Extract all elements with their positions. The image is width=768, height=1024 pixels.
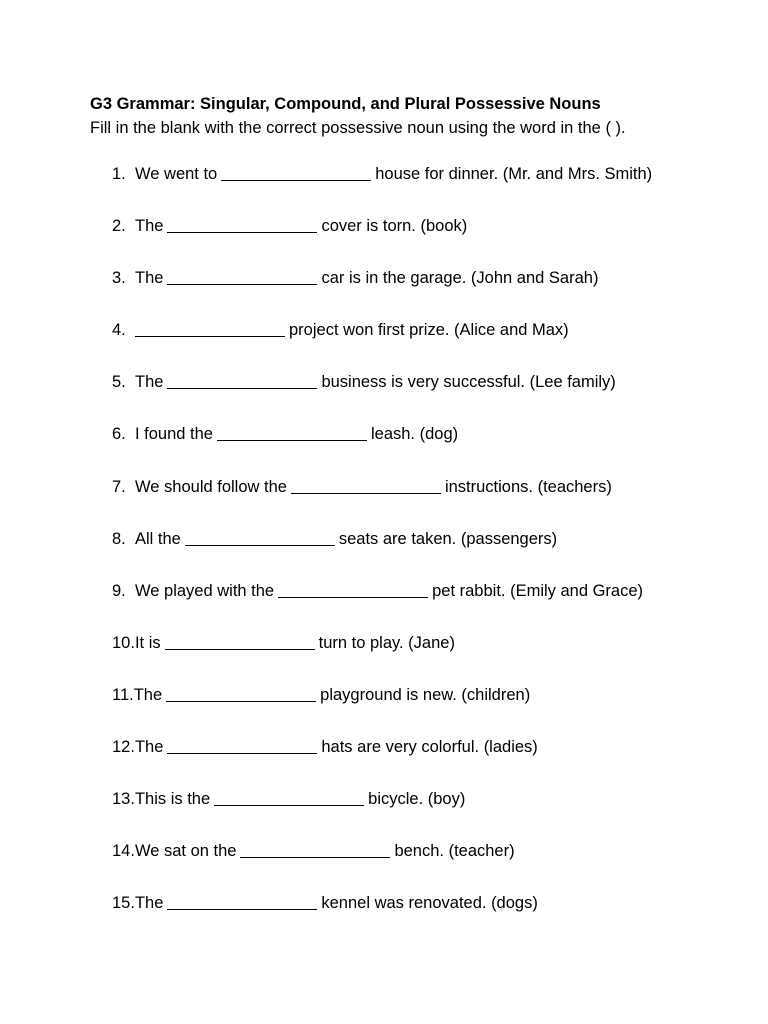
question-item bbox=[112, 530, 652, 582]
question-text-before: It is bbox=[134, 633, 161, 652]
question-text-before: The bbox=[135, 373, 164, 392]
question-text-after: leash. (dog) bbox=[370, 425, 459, 444]
question-text-after: house for dinner. (Mr. and Mrs. Smith) bbox=[375, 165, 653, 183]
answer-blank[interactable] bbox=[167, 269, 317, 285]
question-item bbox=[112, 165, 652, 217]
question-text-after: car is in the garage. (John and Sarah) bbox=[321, 269, 599, 288]
answer-blank[interactable] bbox=[135, 321, 285, 337]
question-text-before: All the bbox=[135, 529, 181, 548]
question-number: 4. bbox=[112, 321, 126, 340]
question-text-before: The bbox=[133, 685, 163, 704]
worksheet-title: G3 Grammar: Singular, Compound, and Plural Possessive Nouns bbox=[90, 95, 601, 113]
question-text-before: We played with the bbox=[135, 581, 275, 600]
question-item bbox=[112, 738, 652, 790]
question-item bbox=[112, 217, 652, 269]
question-text-before: I found the bbox=[135, 425, 213, 444]
answer-blank[interactable] bbox=[214, 790, 364, 806]
question-text-after: kennel was renovated. (dogs) bbox=[321, 894, 538, 913]
question-list bbox=[112, 165, 652, 946]
answer-blank[interactable] bbox=[240, 842, 390, 858]
question-number: 14. bbox=[112, 842, 135, 861]
question-item bbox=[112, 269, 652, 321]
question-text-after: cover is torn. (book) bbox=[321, 217, 468, 236]
question-number: 6. bbox=[112, 425, 126, 444]
answer-blank[interactable] bbox=[167, 738, 317, 754]
answer-blank[interactable] bbox=[185, 530, 335, 546]
question-text-after: business is very successful. (Lee family) bbox=[321, 373, 616, 392]
question-text-before: We sat on the bbox=[134, 842, 237, 861]
question-number: 11. bbox=[112, 685, 134, 704]
question-item bbox=[112, 373, 652, 425]
answer-blank[interactable] bbox=[217, 425, 367, 441]
question-number: 7. bbox=[112, 477, 126, 496]
question-text-before: The bbox=[134, 894, 164, 913]
question-text-before: The bbox=[135, 269, 164, 288]
question-item bbox=[112, 894, 652, 946]
question-item bbox=[112, 790, 652, 842]
question-number: 1. bbox=[112, 165, 126, 183]
question-text-after: seats are taken. (passengers) bbox=[338, 529, 558, 548]
question-text-before: We went to bbox=[135, 165, 218, 183]
question-number: 12. bbox=[112, 738, 135, 757]
question-number: 8. bbox=[112, 529, 126, 548]
question-text-before: The bbox=[135, 217, 164, 236]
question-item bbox=[112, 478, 652, 530]
answer-blank[interactable] bbox=[165, 634, 315, 650]
question-number: 15. bbox=[112, 894, 135, 913]
question-text-after: playground is new. (children) bbox=[320, 685, 531, 704]
answer-blank[interactable] bbox=[278, 582, 428, 598]
question-item bbox=[112, 425, 652, 477]
question-number: 3. bbox=[112, 269, 126, 288]
question-text-after: project won first prize. (Alice and Max) bbox=[289, 321, 569, 340]
question-item bbox=[112, 582, 652, 634]
question-text-after: bench. (teacher) bbox=[394, 842, 515, 861]
question-text-before: We should follow the bbox=[135, 477, 287, 496]
question-text-after: pet rabbit. (Emily and Grace) bbox=[432, 581, 644, 600]
question-number: 13. bbox=[112, 790, 135, 809]
question-item bbox=[112, 842, 652, 894]
question-text-after: bicycle. (boy) bbox=[368, 790, 466, 809]
question-number: 10. bbox=[112, 633, 135, 652]
question-number: 9. bbox=[112, 581, 126, 600]
question-item bbox=[112, 321, 652, 373]
answer-blank[interactable] bbox=[167, 217, 317, 233]
question-text-after: turn to play. (Jane) bbox=[318, 633, 455, 652]
question-number: 2. bbox=[112, 217, 126, 236]
question-number: 5. bbox=[112, 373, 126, 392]
answer-blank[interactable] bbox=[291, 478, 441, 494]
question-text-after: instructions. (teachers) bbox=[444, 477, 612, 496]
question-text-after: hats are very colorful. (ladies) bbox=[321, 738, 538, 757]
answer-blank[interactable] bbox=[221, 165, 371, 181]
worksheet-instructions: Fill in the blank with the correct possessive noun using the word in the ( ). bbox=[90, 119, 626, 137]
question-item bbox=[112, 686, 652, 738]
answer-blank[interactable] bbox=[167, 894, 317, 910]
question-text-before: This is the bbox=[134, 790, 211, 809]
question-text-before: The bbox=[134, 738, 164, 757]
answer-blank[interactable] bbox=[167, 373, 317, 389]
question-item bbox=[112, 634, 652, 686]
answer-blank[interactable] bbox=[166, 686, 316, 702]
